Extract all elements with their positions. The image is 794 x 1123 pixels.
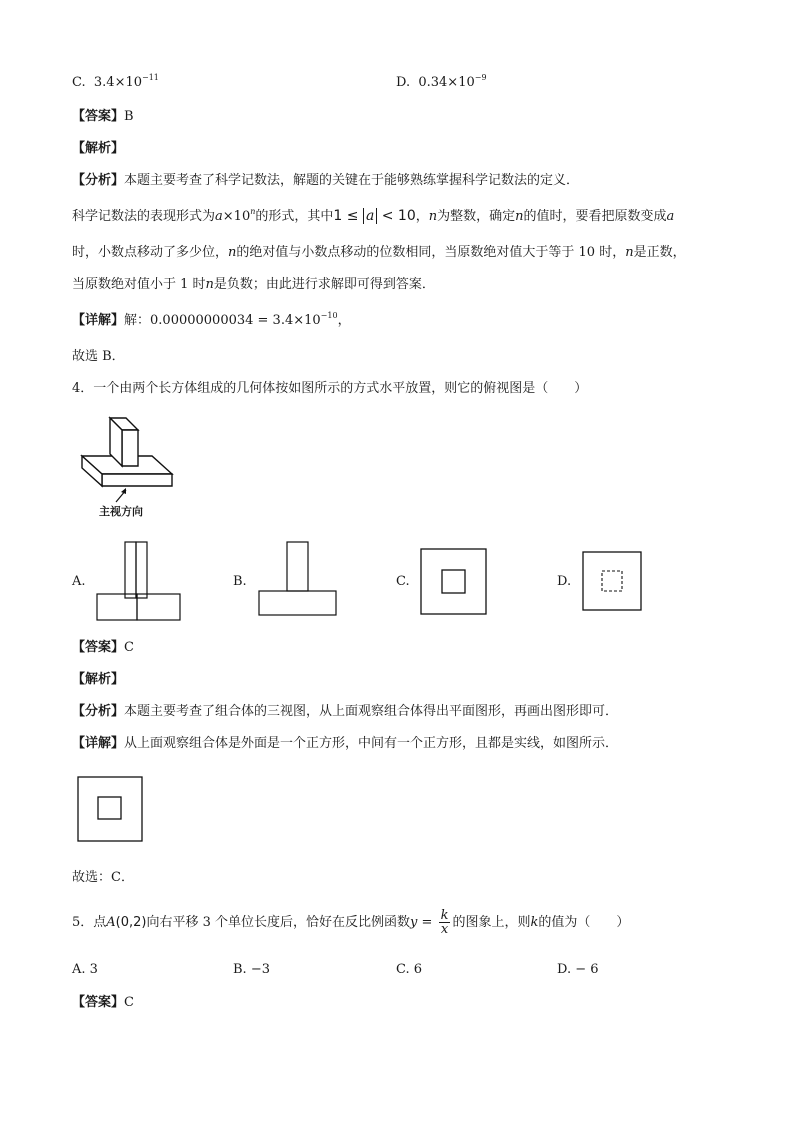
q3-option-d — [396, 74, 487, 92]
q4-answer-figure — [77, 776, 147, 846]
detail-text: 从上面观察组合体是外面是一个正方形，中间有一个正方形，且都是实线，如图所示． — [124, 736, 619, 751]
text-segment: ， — [415, 209, 429, 224]
q4-conclusion: 故选：C． — [72, 870, 134, 885]
text-segment: ×10 — [222, 209, 251, 224]
text-segment: 为整数，确定 — [437, 209, 516, 224]
q4-question: 4．一个由两个长方体组成的几何体按如图所示的方式水平放置，则它的俯视图是（ ） — [72, 381, 588, 396]
q3-definition-line3 — [72, 276, 435, 294]
var-n: n — [205, 277, 214, 292]
q4-option-b-label: B. — [233, 574, 247, 589]
q3-definition-line2 — [72, 244, 686, 262]
q4-fenxi — [72, 703, 618, 721]
q4-option-c-label: C. — [396, 574, 410, 589]
q4-detail — [72, 735, 618, 753]
q5-option-b: B. −3 — [233, 962, 270, 977]
var-a: a — [666, 209, 675, 224]
q5-option-a: A. 3 — [72, 962, 98, 977]
text-segment: < 10 — [377, 208, 416, 224]
answer-tag: 【答案】 — [72, 995, 125, 1010]
q5-option-d: D. − 6 — [557, 962, 599, 977]
fenxi-tag: 【分析】 — [72, 704, 125, 719]
q3-jiexi-tag: 【解析】 — [72, 141, 125, 156]
solid-figure — [78, 412, 178, 492]
q4-option-b-figure — [258, 540, 338, 620]
option-value: 0.34×10 — [418, 75, 475, 90]
text-segment: 向右平移 3 个单位长度后，恰好在反比例函数 — [146, 915, 411, 930]
text-segment: 的值时，要看把原数变成 — [523, 209, 667, 224]
q3-answer — [72, 108, 134, 126]
q4-option-d-label: D. — [557, 574, 572, 589]
text-segment: 当原数绝对值小于 1 时 — [72, 277, 206, 292]
text-segment: 科学记数法的表现形式为 — [72, 209, 216, 224]
q5-answer — [72, 994, 134, 1012]
denominator: x — [440, 922, 449, 937]
text-segment: = — [417, 915, 437, 930]
text-segment: 1 ≤ — [333, 208, 363, 224]
answer-tag: 【答案】 — [72, 109, 125, 124]
var-n: n — [625, 245, 634, 260]
var-n: n — [228, 245, 237, 260]
exponent: −11 — [142, 73, 159, 82]
text-segment: 的形式，其中 — [255, 209, 334, 224]
exponent: −10 — [320, 311, 338, 320]
detail-text: 解：0.00000000034 = 3.4×10 — [124, 313, 321, 328]
answer-value: C — [124, 995, 134, 1010]
var-a: a — [215, 209, 223, 224]
var-k: k — [530, 915, 539, 930]
option-label: C. — [72, 75, 86, 90]
option-value: 3.4×10 — [93, 75, 142, 90]
exponent: −9 — [474, 73, 487, 82]
base-front-face — [102, 474, 172, 486]
answer-value: B — [124, 109, 134, 124]
q4-option-d-figure — [582, 551, 644, 613]
inequality — [333, 208, 415, 224]
q3-conclusion: 故选 B． — [72, 349, 125, 364]
q4-jiexi-tag: 【解析】 — [72, 672, 125, 687]
text-segment: ， — [337, 313, 351, 328]
q5-option-c: C. 6 — [396, 962, 423, 977]
answer-tag: 【答案】 — [72, 640, 125, 655]
var-n: n — [428, 209, 438, 224]
q3-option-c — [72, 74, 159, 92]
text-segment: 时，小数点移动了多少位， — [72, 245, 229, 260]
var-y: y — [410, 915, 418, 930]
pillar-front-face — [122, 430, 138, 466]
option-label: D. — [396, 75, 411, 90]
fenxi-text: 本题主要考查了科学记数法，解题的关键在于能够熟练掌握科学记数法的定义． — [124, 173, 580, 188]
q4-option-c-figure — [420, 548, 490, 618]
detail-tag: 【详解】 — [72, 736, 125, 751]
answer-value: C — [124, 640, 134, 655]
abs-value: a — [363, 208, 377, 224]
fraction — [439, 909, 451, 936]
detail-tag: 【详解】 — [72, 313, 125, 328]
text-segment: 是负数；由此进行求解即可得到答案． — [213, 277, 435, 292]
q4-option-a-figure — [96, 538, 186, 622]
point-label: A — [106, 915, 116, 930]
q3-definition-line1 — [72, 207, 674, 226]
q5-question — [72, 909, 629, 937]
point-coords: (0,2) — [115, 915, 147, 930]
text-segment: 5．点 — [72, 915, 107, 930]
figure-caption: 主视方向 — [99, 505, 143, 518]
q3-fenxi — [72, 172, 579, 190]
text-segment: 的值为（ ） — [538, 915, 630, 930]
q4-answer — [72, 639, 134, 657]
numerator: k — [440, 908, 449, 923]
fenxi-text: 本题主要考查了组合体的三视图，从上面观察组合体得出平面图形，再画出图形即可． — [124, 704, 619, 719]
text-segment: 的绝对值与小数点移动的位数相同，当原数绝对值大于等于 10 时， — [236, 245, 626, 260]
q3-detail — [72, 312, 351, 330]
q4-option-a-label: A. — [72, 574, 86, 589]
exponent: n — [250, 207, 256, 216]
text-segment: 的图象上，则 — [452, 915, 531, 930]
text-segment: 是正数， — [633, 245, 686, 260]
var-n: n — [515, 209, 524, 224]
fenxi-tag: 【分析】 — [72, 173, 125, 188]
